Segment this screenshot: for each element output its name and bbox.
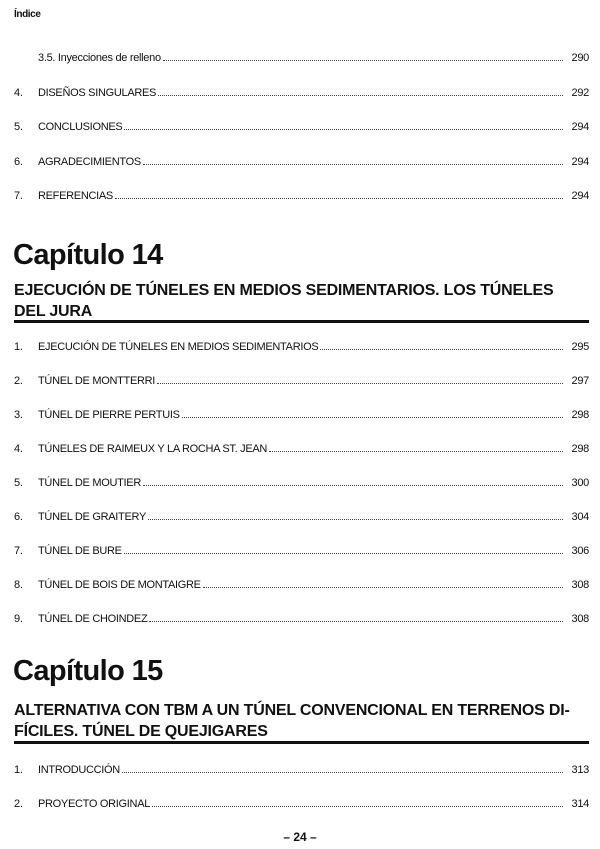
toc-entry[interactable]: [14, 762, 589, 776]
entry-title: TÚNEL DE MOUTIER: [38, 477, 141, 489]
page-number: – 24 –: [283, 830, 317, 844]
chapter-15-subtitle: [14, 700, 589, 742]
dot-leader: [122, 771, 563, 773]
entry-title: INTRODUCCIÓN: [38, 764, 120, 776]
toc-entry[interactable]: [14, 509, 589, 523]
entry-page: 292: [571, 86, 589, 99]
dot-leader: [203, 586, 563, 588]
chapter-14-subtitle: [14, 280, 589, 322]
entry-page: 294: [571, 121, 589, 133]
dot-leader: [115, 197, 563, 199]
entry-title: PROYECTO ORIGINAL: [38, 798, 151, 810]
entry-number: 4.: [14, 443, 23, 455]
entry-page: 298: [571, 443, 589, 455]
running-header: Índice: [14, 9, 41, 20]
entry-page: 313: [571, 764, 589, 776]
entry-number: 8.: [14, 579, 23, 591]
dot-leader: [269, 450, 563, 452]
toc-entry[interactable]: [14, 475, 589, 489]
toc-entry[interactable]: [14, 188, 589, 202]
toc-entry[interactable]: [14, 611, 589, 625]
toc-entry[interactable]: [14, 85, 589, 99]
entry-number: 1.: [14, 764, 23, 776]
entry-number: 2.: [14, 798, 23, 810]
toc-entry[interactable]: [14, 373, 589, 387]
entry-number: 4.: [14, 86, 23, 99]
entry-page: 297: [571, 375, 589, 387]
dot-leader: [148, 518, 563, 520]
entry-title: TÚNEL DE CHOINDEZ: [38, 613, 148, 625]
entry-title: REFERENCIAS: [38, 190, 113, 202]
entry-number: 2.: [14, 375, 23, 387]
toc-entry[interactable]: [14, 154, 589, 168]
entry-title: AGRADECIMIENTOS: [38, 155, 141, 168]
dot-leader: [320, 348, 563, 350]
entry-page: 304: [571, 511, 589, 523]
entry-page: 294: [571, 155, 589, 168]
toc-entry[interactable]: [14, 339, 589, 353]
dot-leader: [158, 94, 563, 96]
entry-number: 5.: [14, 477, 23, 489]
chapter-14-title: Capítulo 14: [13, 239, 163, 271]
dot-leader: [182, 416, 563, 418]
chapter-rule: [14, 741, 589, 744]
subtitle-line: FÍCILES. TÚNEL DE QUEJIGARES: [14, 723, 268, 740]
chapter-15-title: Capítulo 15: [13, 655, 163, 687]
toc-entry[interactable]: [14, 796, 589, 810]
entry-page: 300: [571, 477, 589, 489]
entry-page: 290: [571, 52, 589, 64]
entry-title: TÚNEL DE MONTTERRI: [38, 375, 156, 387]
chapter-rule: [14, 320, 589, 323]
subtitle-line: EJECUCIÓN DE TÚNELES EN MEDIOS SEDIMENTARIOS. LOS TÚNELES: [14, 282, 554, 299]
entry-title: TÚNEL DE BOIS DE MONTAIGRE: [38, 579, 201, 591]
entry-number: 3.: [14, 409, 23, 421]
entry-number: 7.: [14, 190, 23, 202]
dot-leader: [152, 805, 563, 807]
entry-number: 6.: [14, 155, 23, 168]
entry-title: TÚNEL DE PIERRE PERTUIS: [38, 409, 180, 421]
dot-leader: [124, 128, 563, 130]
dot-leader: [143, 484, 563, 486]
entry-number: 5.: [14, 121, 23, 133]
entry-page: 306: [571, 545, 589, 557]
entry-page: 298: [571, 409, 589, 421]
entry-title: TÚNEL DE GRAITERY: [38, 511, 146, 523]
toc-entry[interactable]: [14, 441, 589, 455]
entry-title: EJECUCIÓN DE TÚNELES EN MEDIOS SEDIMENTARIOS: [38, 341, 319, 353]
dot-leader: [149, 620, 563, 622]
entry-page: 308: [571, 579, 589, 591]
entry-title: TÚNEL DE BURE: [38, 545, 122, 557]
entry-title: CONCLUSIONES: [38, 121, 123, 133]
toc-entry[interactable]: [14, 577, 589, 591]
toc-entry[interactable]: [14, 407, 589, 421]
entry-number: 1.: [14, 341, 23, 353]
entry-title: DISEÑOS SINGULARES: [38, 86, 157, 99]
entry-number: 9.: [14, 613, 23, 625]
entry-page: 308: [571, 613, 589, 625]
dot-leader: [157, 382, 563, 384]
entry-number: 7.: [14, 545, 23, 557]
dot-leader: [124, 552, 563, 554]
entry-title: TÚNELES DE RAIMEUX Y LA ROCHA ST. JEAN: [38, 443, 268, 455]
toc-entry[interactable]: [38, 50, 589, 64]
subtitle-line: ALTERNATIVA CON TBM A UN TÚNEL CONVENCIONAL EN TERRENOS DI-: [14, 702, 570, 719]
dot-leader: [143, 163, 563, 165]
entry-page: 314: [571, 798, 589, 810]
subtitle-line: DEL JURA: [14, 303, 93, 320]
dot-leader: [163, 59, 563, 61]
toc-entry[interactable]: [14, 119, 589, 133]
entry-number: 6.: [14, 511, 23, 523]
entry-page: 294: [571, 190, 589, 202]
entry-title: 3.5. Inyecciones de relleno: [38, 52, 161, 64]
toc-entry[interactable]: [14, 543, 589, 557]
entry-page: 295: [571, 341, 589, 353]
